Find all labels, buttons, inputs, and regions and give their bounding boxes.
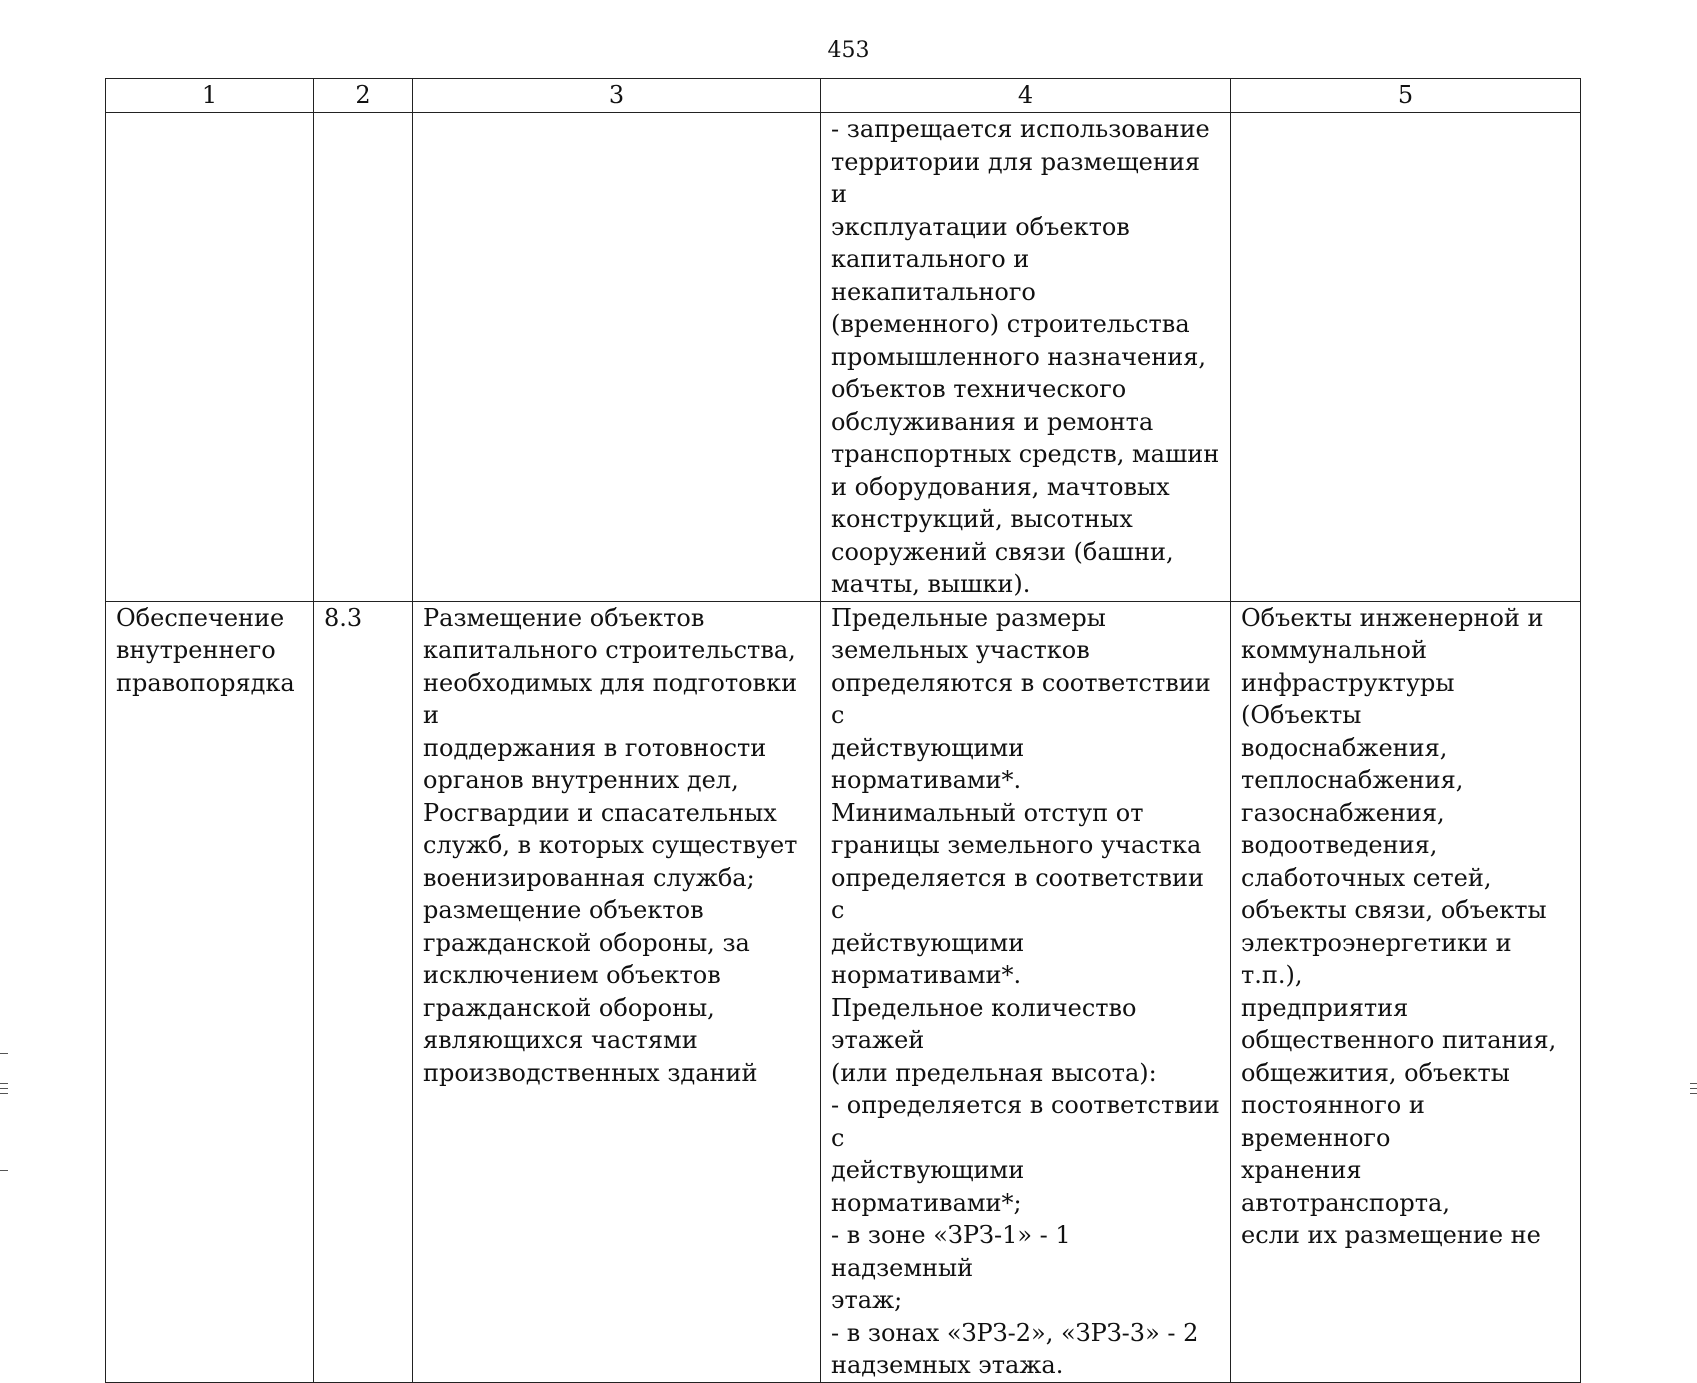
cell-description: Размещение объектов капитального строительства, необходимых для подготовки и поддержания в готовности органов внутренних дел, Росгвардии и спасательных служб, в которых существует военизированная служба; размещение объектов гражданской обороны, за исключением объектов гражданской обороны, являющихся частями производственных зданий [413, 601, 821, 1382]
header-col-2: 2 [314, 79, 413, 113]
table-row [106, 113, 1581, 602]
cell-parameters: - запрещается использование территории для размещения и эксплуатации объектов капитального и некапитального (временного) строительства промышленного назначения, объектов технического обслуживания и ремонта транспортных средств, машин и оборудования, мачтовых конструкций, высотных сооружений связи (башни, мачты, вышки). [821, 113, 1231, 602]
left-margin-mark [0, 1083, 8, 1084]
left-margin-mark [0, 1170, 8, 1171]
table-header-row [106, 79, 1581, 113]
right-margin-mark [1690, 1088, 1697, 1089]
cell-code: 8.3 [314, 601, 413, 1382]
zoning-table [105, 78, 1581, 1383]
cell-parameters: Предельные размеры земельных участков определяются в соответствии с действующими нормативами*. Минимальный отступ от границы земельного участка определяется в соответствии с действующими нормативами*. Предельное количество этажей (или предельная высота): - определяется в соответствии с действующими нормативами*; - в зоне «ЗРЗ-1» - 1 надземный этаж; - в зонах «ЗРЗ-2», «ЗРЗ-3» - 2 надземных этажа. [821, 601, 1231, 1382]
left-margin-mark [0, 1088, 8, 1089]
cell-auxiliary [1231, 113, 1581, 602]
header-col-4: 4 [821, 79, 1231, 113]
header-col-5: 5 [1231, 79, 1581, 113]
right-margin-mark [1690, 1093, 1697, 1094]
left-margin-mark [0, 1053, 8, 1054]
cell-description [413, 113, 821, 602]
header-col-1: 1 [106, 79, 314, 113]
cell-use-type [106, 113, 314, 602]
header-col-3: 3 [413, 79, 821, 113]
page-number: 453 [827, 38, 870, 63]
right-margin-mark [1690, 1083, 1697, 1084]
cell-code [314, 113, 413, 602]
cell-auxiliary: Объекты инженерной и коммунальной инфраструктуры (Объекты водоснабжения, теплоснабжения, газоснабжения, водоотведения, слаботочных сетей, объекты связи, объекты электроэнергетики и т.п.), предприятия общественного питания, общежития, объекты постоянного и временного хранения автотранспорта, если их размещение не [1231, 601, 1581, 1382]
cell-use-type: Обеспечение внутреннего правопорядка [106, 601, 314, 1382]
table-row [106, 601, 1581, 1382]
left-margin-mark [0, 1093, 8, 1094]
